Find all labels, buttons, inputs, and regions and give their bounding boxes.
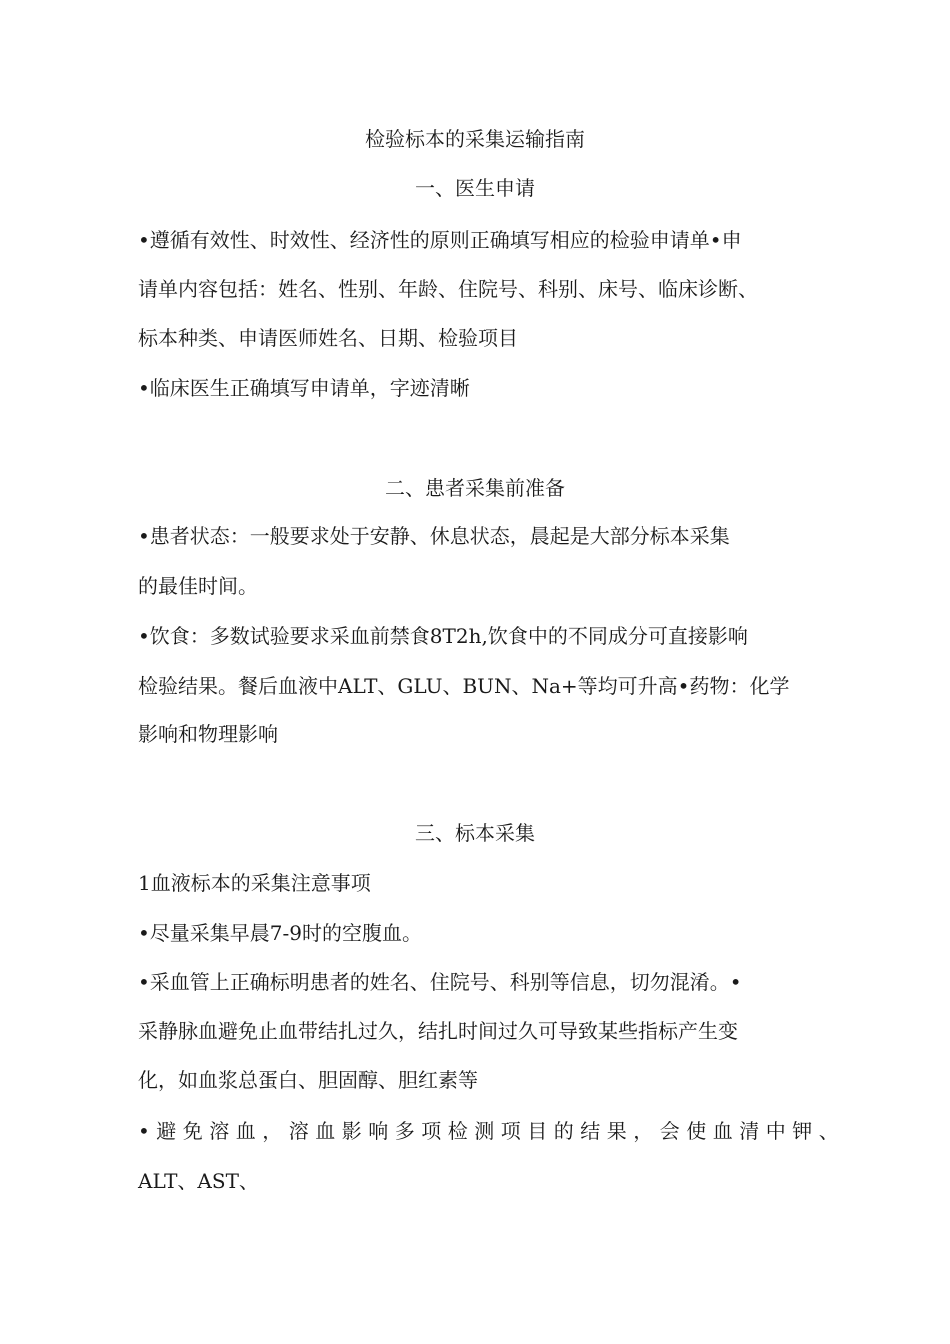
document-title: 检验标本的采集运输指南 bbox=[365, 127, 585, 151]
paragraph-line: ALT、AST、 bbox=[138, 1169, 259, 1193]
paragraph-line: •遵循有效性、时效性、经济性的原则正确填写相应的检验申请单•申 bbox=[138, 228, 742, 252]
paragraph-line: 化，如血浆总蛋白、胆固醇、胆红素等 bbox=[138, 1068, 478, 1092]
paragraph-line: •尽量采集早晨7-9时的空腹血。 bbox=[138, 921, 423, 945]
paragraph-line: 请单内容包括：姓名、性别、年龄、住院号、科别、床号、临床诊断、 bbox=[138, 277, 758, 301]
paragraph-line: 检验结果。餐后血液中ALT、GLU、BUN、Na+等均可升高•药物：化学 bbox=[138, 674, 790, 698]
section-heading-2: 二、患者采集前准备 bbox=[385, 476, 565, 500]
paragraph-line: 1血液标本的采集注意事项 bbox=[138, 871, 371, 895]
paragraph-line: •采血管上正确标明患者的姓名、住院号、科别等信息，切勿混淆。• bbox=[138, 970, 742, 994]
section-heading-3: 三、标本采集 bbox=[415, 821, 535, 845]
paragraph-line: •临床医生正确填写申请单，字迹清晰 bbox=[138, 376, 470, 400]
paragraph-line: 的最佳时间。 bbox=[138, 574, 258, 598]
paragraph-line: 标本种类、申请医师姓名、日期、检验项目 bbox=[138, 326, 518, 350]
section-heading-1: 一、医生申请 bbox=[415, 176, 535, 200]
paragraph-line: •患者状态：一般要求处于安静、休息状态，晨起是大部分标本采集 bbox=[138, 524, 730, 548]
paragraph-line: 影响和物理影响 bbox=[138, 722, 278, 746]
paragraph-line: 采静脉血避免止血带结扎过久，结扎时间过久可导致某些指标产生变 bbox=[138, 1019, 738, 1043]
paragraph-line: •饮食：多数试验要求采血前禁食8T2h,饮食中的不同成分可直接影响 bbox=[138, 624, 748, 648]
paragraph-line: •避免溶血，溶血影响多项检测项目的结果，会使血清中钾、 bbox=[138, 1119, 846, 1143]
